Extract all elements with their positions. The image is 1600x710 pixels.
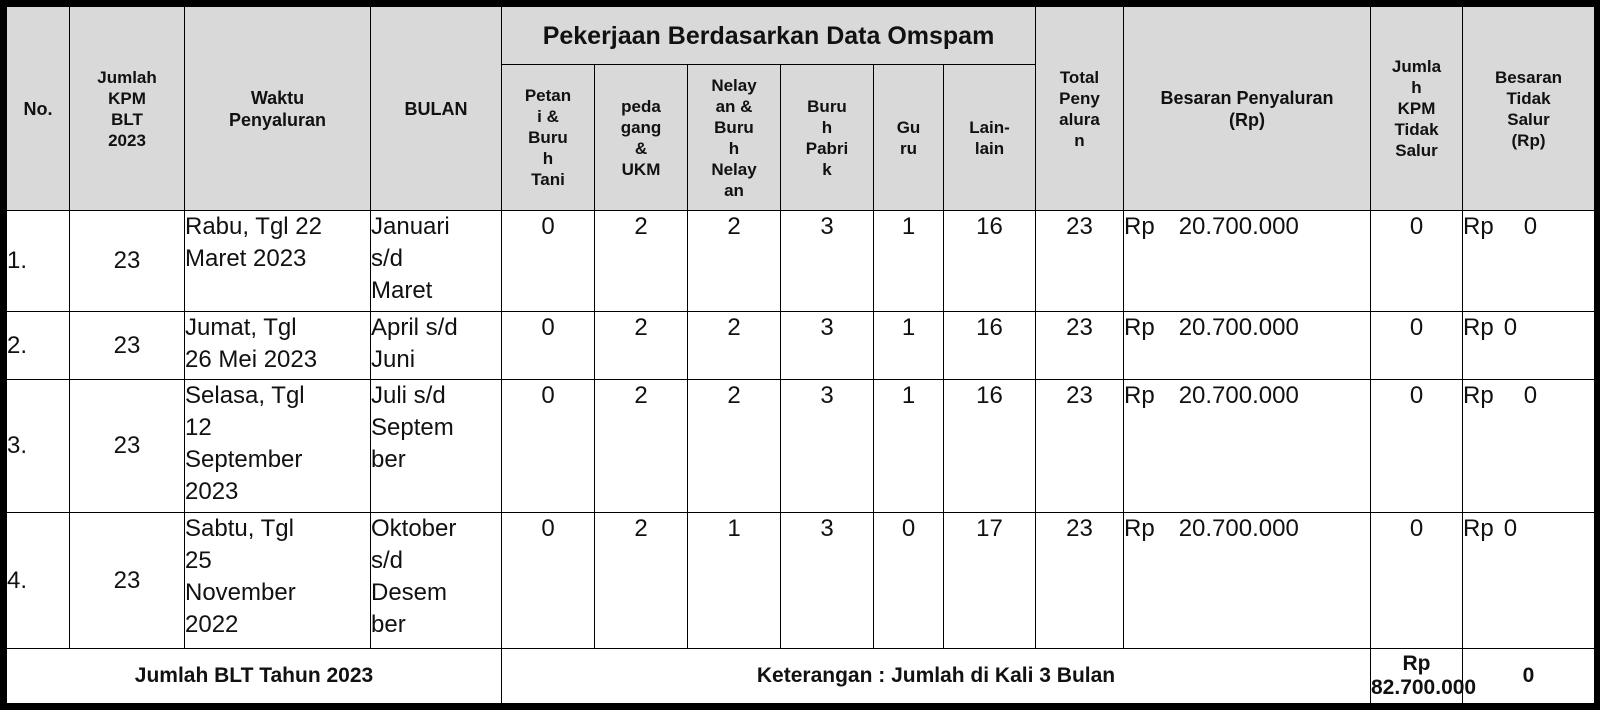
currency-label: Rp [1124,314,1155,342]
cell-petani: 0 [502,312,595,380]
header-nelayan: Nelay an & Buru h Nelay an [688,65,781,211]
cell-nelayan: 2 [688,379,781,513]
table-row [7,211,1595,312]
cell-kpm-tidak-salur: 0 [1371,379,1463,513]
cell-no: 2. [7,312,70,380]
cell-guru: 0 [874,513,944,649]
footer-total-besaran: Rp 82.700.000 [1371,649,1463,704]
currency-label: Rp [1463,515,1494,543]
cell-besaran [1124,312,1371,380]
amount-value: 0 [1523,381,1538,409]
amount-value: 0 [1503,515,1518,543]
cell-no: 4. [7,513,70,649]
header-buruh-pabrik: Buru h Pabri k [781,65,874,211]
cell-waktu: Rabu, Tgl 22 Maret 2023 [185,211,371,312]
cell-petani: 0 [502,513,595,649]
cell-guru: 1 [874,379,944,513]
document-frame [6,6,1594,704]
cell-besaran-tidak-salur [1463,379,1595,513]
cell-pedagang: 2 [595,379,688,513]
cell-bulan: Oktober s/d Desem ber [371,513,502,649]
cell-total: 23 [1036,312,1124,380]
cell-kpm-tidak-salur: 0 [1371,513,1463,649]
cell-waktu: Sabtu, Tgl 25 November 2022 [185,513,371,649]
cell-besaran [1124,513,1371,649]
footer-label: Jumlah BLT Tahun 2023 [7,649,502,704]
currency-label: Rp [1463,381,1494,409]
cell-nelayan: 1 [688,513,781,649]
cell-petani: 0 [502,379,595,513]
cell-total: 23 [1036,211,1124,312]
cell-nelayan: 2 [688,211,781,312]
cell-no: 1. [7,211,70,312]
cell-lain-lain: 16 [944,379,1036,513]
header-kpm-tidak-salur: Jumla h KPM Tidak Salur [1371,7,1463,211]
footer-total-kpm-tidak: 0 [1463,649,1595,704]
table-row [7,312,1595,380]
cell-lain-lain: 17 [944,513,1036,649]
header-jumlah-kpm: Jumlah KPM BLT 2023 [70,7,185,211]
blt-distribution-table [6,6,1595,704]
cell-bulan: Juli s/d Septem ber [371,379,502,513]
amount-value: 20.700.000 [1178,314,1299,342]
footer-keterangan: Keterangan : Jumlah di Kali 3 Bulan [502,649,1371,704]
currency-label: Rp [1124,213,1155,240]
cell-guru: 1 [874,211,944,312]
cell-jumlah-kpm: 23 [70,312,185,380]
amount-value: 20.700.000 [1178,213,1299,240]
header-bulan: BULAN [371,7,502,211]
cell-besaran-tidak-salur [1463,513,1595,649]
cell-petani: 0 [502,211,595,312]
currency-label: Rp [1124,515,1155,543]
cell-no: 3. [7,379,70,513]
header-petani: Petan i & Buru h Tani [502,65,595,211]
cell-pedagang: 2 [595,312,688,380]
header-no: No. [7,7,70,211]
summary-row [7,649,1595,704]
currency-label: Rp [1124,381,1155,409]
cell-jumlah-kpm: 23 [70,513,185,649]
cell-jumlah-kpm: 23 [70,211,185,312]
amount-value: 20.700.000 [1178,381,1299,409]
cell-pedagang: 2 [595,211,688,312]
header-besaran-penyaluran: Besaran Penyaluran (Rp) [1124,7,1371,211]
header-total-penyaluran: Total Peny alura n [1036,7,1124,211]
header-pedagang: peda gang & UKM [595,65,688,211]
table-row [7,513,1595,649]
cell-waktu: Selasa, Tgl 12 September 2023 [185,379,371,513]
cell-lain-lain: 16 [944,312,1036,380]
header-lain-lain: Lain- lain [944,65,1036,211]
currency-label: Rp [1463,213,1494,240]
cell-buruh-pabrik: 3 [781,211,874,312]
cell-bulan: April s/d Juni [371,312,502,380]
cell-bulan: Januari s/d Maret [371,211,502,312]
cell-pedagang: 2 [595,513,688,649]
amount-value: 0 [1523,213,1538,240]
cell-total: 23 [1036,379,1124,513]
cell-kpm-tidak-salur: 0 [1371,211,1463,312]
cell-buruh-pabrik: 3 [781,379,874,513]
cell-nelayan: 2 [688,312,781,380]
cell-total: 23 [1036,513,1124,649]
cell-jumlah-kpm: 23 [70,379,185,513]
cell-guru: 1 [874,312,944,380]
header-waktu-penyaluran: Waktu Penyaluran [185,7,371,211]
cell-besaran [1124,211,1371,312]
header-besaran-tidak-salur: Besaran Tidak Salur (Rp) [1463,7,1595,211]
cell-kpm-tidak-salur: 0 [1371,312,1463,380]
cell-besaran [1124,379,1371,513]
header-guru: Gu ru [874,65,944,211]
cell-waktu: Jumat, Tgl 26 Mei 2023 [185,312,371,380]
amount-value: 0 [1503,314,1518,342]
table-row [7,379,1595,513]
currency-label: Rp [1463,314,1494,342]
cell-besaran-tidak-salur [1463,211,1595,312]
header-pekerjaan-group: Pekerjaan Berdasarkan Data Omspam [502,7,1036,65]
cell-buruh-pabrik: 3 [781,513,874,649]
cell-besaran-tidak-salur [1463,312,1595,380]
cell-buruh-pabrik: 3 [781,312,874,380]
amount-value: 20.700.000 [1178,515,1299,543]
cell-lain-lain: 16 [944,211,1036,312]
